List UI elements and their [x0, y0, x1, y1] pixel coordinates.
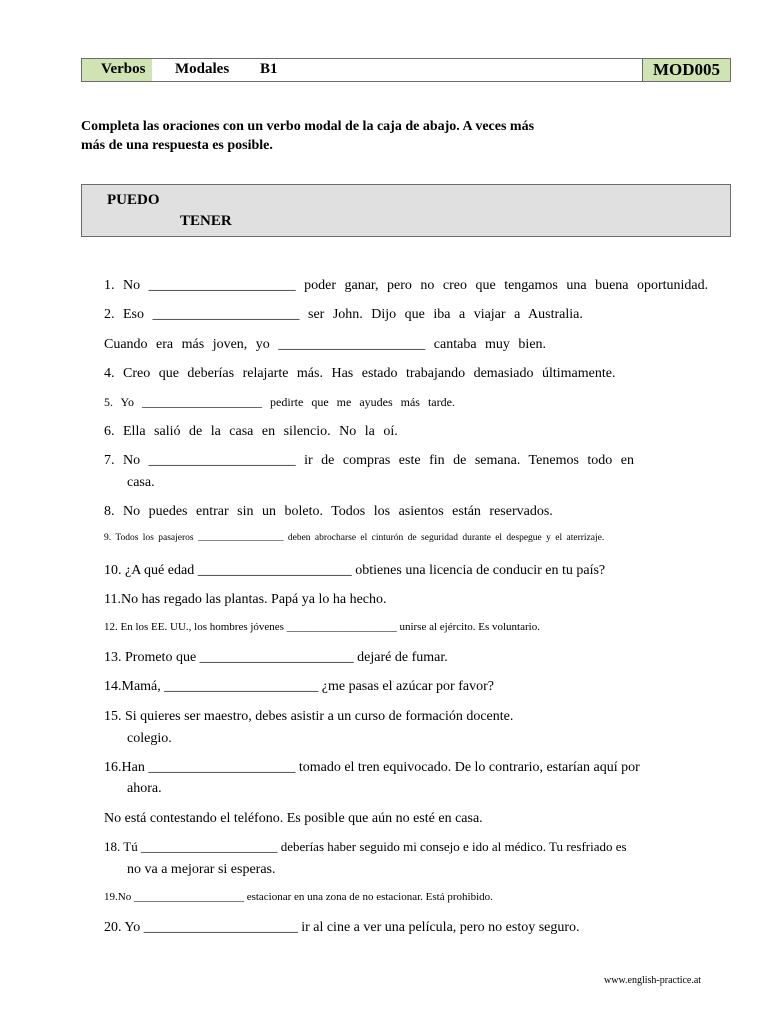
title-word-verbos: Verbos — [101, 61, 146, 77]
sentence-6: 6. Ella salió de la casa en silencio. No la oí. — [104, 424, 398, 439]
word-puedo: PUEDO — [107, 192, 160, 208]
sentence-7: 7. No _____________________ ir de compras este fin de semana. Tenemos todo en — [104, 453, 635, 468]
header-bar — [81, 58, 731, 82]
footer-url: www.english-practice.at — [604, 975, 702, 986]
instructions-line-1: Completa las oraciones con un verbo modal de la caja de abajo. A veces más — [81, 119, 535, 134]
word-box — [81, 184, 731, 237]
sentence-18: 18. Tú _____________________ deberías haber seguido mi consejo e ido al médico. Tu resfriado es — [104, 839, 627, 854]
sentence-1: 1. No _____________________ poder ganar, pero no creo que tengamos una buena oportunidad. — [104, 278, 709, 293]
sentence-20: 20. Yo ______________________ ir al cine a ver una película, pero no estoy seguro. — [104, 920, 580, 935]
sentence-14: 14.Mamá, ______________________ ¿me pasas el azúcar por favor? — [104, 679, 494, 694]
title-word-level: B1 — [260, 61, 278, 77]
instructions-line-2: más de una respuesta es posible. — [81, 138, 273, 153]
sentence-18-continued: no va a mejorar si esperas. — [127, 862, 276, 877]
sentence-16-continued: ahora. — [127, 781, 162, 796]
sentence-11: 11.No has regado las plantas. Papá ya lo ha hecho. — [104, 592, 387, 607]
sentence-13: 13. Prometo que ______________________ dejaré de fumar. — [104, 650, 448, 665]
sentence-8: 8. No puedes entrar sin un boleto. Todos los asientos están reservados. — [104, 504, 553, 519]
sentence-17: No está contestando el teléfono. Es posible que aún no esté en casa. — [104, 811, 483, 826]
sentence-15: 15. Si quieres ser maestro, debes asistir a un curso de formación docente. — [104, 709, 514, 724]
sentence-5: 5. Yo ____________________ pedirte que me ayudes más tarde. — [104, 395, 455, 409]
sentence-9: 9. Todos los pasajeros __________________ deben abrocharse el cinturón de seguridad durante el despegue y el aterrizaje. — [104, 533, 605, 543]
sentence-16: 16.Han _____________________ tomado el tren equivocado. De lo contrario, estarían aquí por — [104, 760, 640, 775]
instructions — [81, 117, 601, 155]
worksheet-title — [82, 61, 642, 81]
sentence-7-continued: casa. — [127, 475, 155, 490]
sentence-2: 2. Eso _____________________ ser John. Dijo que iba a viajar a Australia. — [104, 307, 583, 322]
sentence-12: 12. En los EE. UU., los hombres jóvenes ____________________ unirse al ejército. Es voluntario. — [104, 621, 540, 633]
word-tener: TENER — [180, 213, 232, 229]
worksheet-code: MOD005 — [642, 59, 730, 81]
sentence-10: 10. ¿A qué edad ______________________ obtienes una licencia de conducir en tu país? — [104, 563, 606, 578]
sentence-15-continued: colegio. — [127, 731, 172, 746]
sentence-3: Cuando era más joven, yo _____________________ cantaba muy bien. — [104, 337, 547, 352]
sentence-19: 19.No ____________________ estacionar en una zona de no estacionar. Está prohibido. — [104, 891, 493, 903]
sentence-4: 4. Creo que deberías relajarte más. Has estado trabajando demasiado últimamente. — [104, 366, 616, 381]
title-word-modales: Modales — [175, 61, 230, 77]
